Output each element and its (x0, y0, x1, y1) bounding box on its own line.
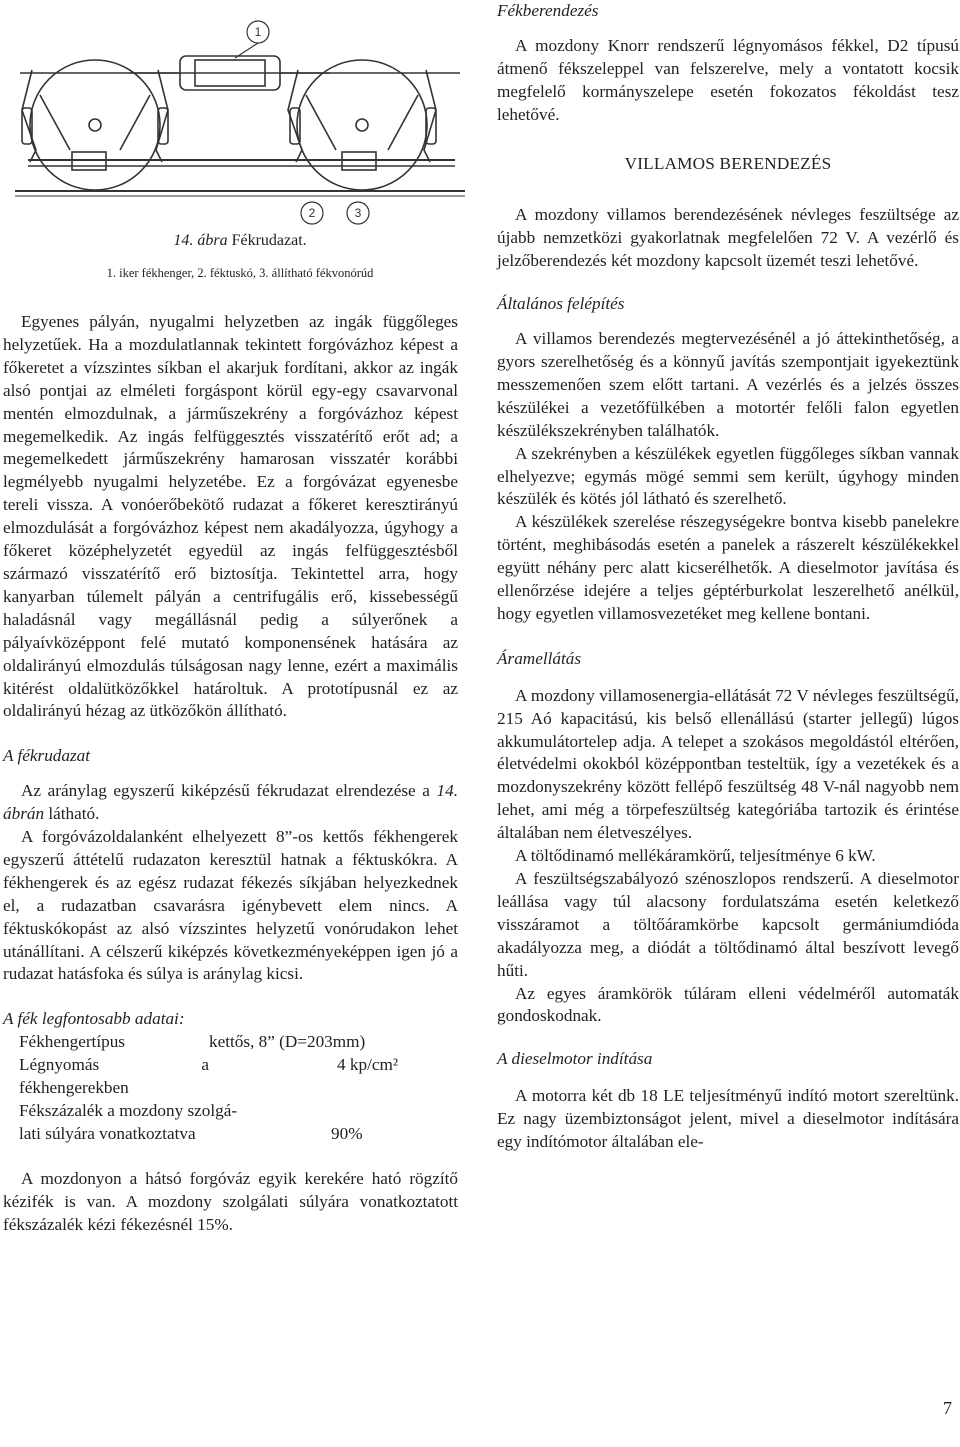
heading-fekrudazat: A fékrudazat (3, 746, 91, 766)
figure-number: 14. ábra (173, 232, 228, 249)
left-column (3, 311, 458, 1237)
paragraph: A forgóvázoldalanként elhelyezett 8”-os kettős fékhengerek egyszerű áttételű rudazaton keresztül hatnak a féktuskókra. A fékhengerek és az egész rudazat fékezés síkjában helyezkednek el, a rudazatban csavarásra igénybevett elem nincs. A féktuskókopást az alsó vízszintes helyzetű vonórudakon lehet utánállítani. A célszerű kiképzés következményeképpen igen jó a rudazat hatásfoka és súlya is aránylag kicsi. (3, 827, 458, 984)
heading-aramellatas: Áramellátás (497, 648, 582, 668)
heading-fek-adatai: A fék legfontosabb adatai: (3, 1009, 185, 1029)
figure-title: Fékrudazat. (231, 232, 307, 249)
table-row: Fékhengertípus kettős, 8” (D=203mm) (19, 1032, 366, 1052)
paragraph: A mozdony villamos berendezésének névleges feszültsége az újabb nemzetközi gyakorlatnak megfelelően 72 V. A vezérlő és jelzőberendezés két mozdony kapcsolt üzemét teszi lehetővé. (497, 205, 959, 271)
table-row: Légnyomás a fékhengerekben 4 kp/cm² (19, 1055, 399, 1098)
brake-data-table (19, 1031, 398, 1146)
page-number: 7 (943, 1398, 952, 1418)
paragraph: Egyenes pályán, nyugalmi helyzetben az ingák függőleges helyzetűek. Ha a mozdulatlannak tekintett forgóvázhoz képest a főkeretet a vízszintes síkban el akarjuk fordítani, akkor az ingák alsó pontjai az elméleti forgáspont körül egy-egy csavarvonal mentén elmozdulnak, a járműszekrény a forgóvázhoz képest megemelkedik. Az ingás felfüggesztés visszatérítő erőt ad; a megemelkedett járműszekrény hamarosan visszatér korábbi legmélyebb nyugalmi helyzetébe. Ez a forgóvázat egyenesbe tereli vissza. A vonóerőbekötő rudazat a főkeret keresztirányú elmozdulását a forgóvázhoz képest nem akadályozza, úgyhogy a főkeret középhelyzetét egyedül az ingás felfüggesztésből származó visszatérítő erő biztosítja. Tekintettel arra, hogy kanyarban túlemelt pályán a centrifugális erő, kissebességű haladásnál vagy megállásnál pedig a súlyerőnek a pályaívközéppont felé mutató komponensének hatására az oldalirányú elmozdulás túlságosan nagy lenne, ezért a maximális kitérést oldalütközőkkel határoltuk. A prototípusnál ez az oldalirányú hézag az ütközőkön állítható. (3, 312, 458, 721)
heading-indítas: A dieselmotor indítása (497, 1049, 653, 1069)
paragraph: A motorra két db 18 LE teljesítményű indító motort szereltünk. Ez nagy üzembiztonságot jelent, mivel a dieselmotor indítására egy indítómotor általában ele- (497, 1086, 959, 1152)
paragraph: Az egyes áramkörök túláram elleni védelméről automaták gondoskodnak. (497, 983, 959, 1026)
right-column (497, 0, 959, 1154)
callout-2-label: 2 (308, 206, 316, 220)
paragraph: A mozdony villamosenergia-ellátását 72 V névleges feszültségű, 215 Aó kapacitású, kis belső ellenállású (starter jellegű) lúgos akkumulátortelep adja. A telepet a szokásos megoldástól eltérően, életvédelmi okokból középpontban testeltük, így a vezetékek és a mozdonyszekrény között fellépő feszültség 48 V-nál nagyobb nem lehet, ami még a törpefeszültség kategóriába tartozik és érintése általában nem életveszélyes. (497, 685, 959, 843)
figure-caption (0, 232, 480, 250)
table-row: lati súlyára vonatkoztatva 90% (19, 1123, 363, 1143)
section-title: VILLAMOS BERENDEZÉS (624, 153, 832, 173)
callout-1-label: 1 (254, 25, 262, 39)
paragraph: A villamos berendezés megtervezésénél a jó áttekinthetőség, a gyors szerelhetőség és a könnyű javítás szempontjait igyekeztünk messzemenően szem előtt tartani. A vezérlés és a jelzés összes készülékei a vezetőfülkében a motortér felőli falon egyetlen készülékszekrényben találhatók. (497, 329, 959, 440)
paragraph: Az aránylag egyszerű kiképzésű fékrudazat elrendezése a 14. ábrán látható. (3, 781, 458, 824)
callout-3-label: 3 (354, 206, 362, 220)
paragraph: A töltődinamó mellékáramkörű, teljesítménye 6 kW. (515, 846, 876, 866)
heading-altalanos: Általános felépítés (497, 294, 625, 314)
table-row: Fékszázalék a mozdony szolgá- (19, 1101, 238, 1120)
heading-fekberendezes: Fékberendezés (497, 1, 599, 20)
paragraph: A feszültségszabályozó szénoszlopos rendszerű. A dieselmotor leállása vagy túl alacsony fordulatszáma esetén keletkező visszáramot a töltőáramkörbe kapcsolt germániumdióda akadályozza meg, a diódát a töltődinamó által beszívott levegő hűti. (497, 869, 959, 980)
figure-legend: 1. iker fékhenger, 2. féktuskó, 3. állítható fékvonórúd (106, 266, 374, 280)
paragraph: A szekrényben a készülékek egyetlen függőleges síkban vannak elhelyezve; egymás mögé semmi sem került, úgyhogy minden készülék és kötés jól látható és szerelhető. (497, 443, 959, 509)
paragraph: A készülékek szerelése részegységekre bontva kisebb panelekre történt, meghibásodás esetén a panelek a rászerelt készülékekkel együtt néhány perc alatt kicserélhetők. A dieselmotor javítása és ellenőrzése idejére a teljes géptérburkolat leszerelhető anélkül, hogy egyetlen villamosvezetéket meg kellene bontani. (497, 512, 959, 623)
paragraph: A mozdony Knorr rendszerű légnyomásos fékkel, D2 típusú átmenő fékszeleppel van felszerelve, mely a vontatott kocsik megfelelő kormányszelepe esetén fokozatos fékoldást tesz lehetővé. (497, 35, 959, 124)
brake-rigging-drawing (0, 0, 480, 240)
paragraph: A mozdonyon a hátsó forgóváz egyik kerekére ható rögzítő kézifék is van. A mozdony szolgálati súlyára vonatkoztatott fékszázalék kézi fékezésnél 15%. (3, 1168, 458, 1234)
